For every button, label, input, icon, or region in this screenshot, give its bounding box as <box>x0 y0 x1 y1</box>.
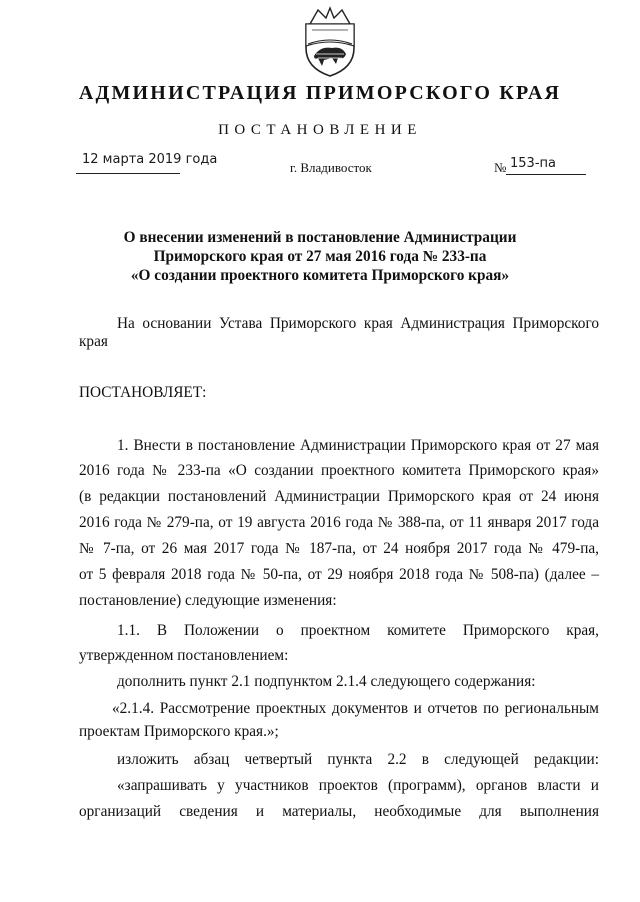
document-city: г. Владивосток <box>290 160 372 175</box>
number-underline <box>506 174 586 175</box>
quote-2-line: «запрашивать у участников проектов (программ), органов власти и <box>117 777 599 794</box>
title-line: Приморского края от 27 мая 2016 года № 233-па <box>153 248 487 265</box>
number-label: № <box>494 160 507 175</box>
preamble-line: На основании Устава Приморского края Администрация Приморского <box>117 315 599 332</box>
coat-of-arms-icon <box>300 6 360 78</box>
item-1-line: 2016 года № 279-па, от 19 августа 2016 года № 388-па, от 11 января 2017 года <box>79 514 599 531</box>
supplement-instruction: дополнить пункт 2.1 подпунктом 2.1.4 следующего содержания: <box>117 673 536 690</box>
item-1-line: постановление) следующие изменения: <box>79 592 337 609</box>
preamble-line: края <box>79 333 108 350</box>
document-date: 12 марта 2019 года <box>82 152 218 167</box>
item-1-line: 2016 года № 233-па «О создании проектного комитета Приморского края» <box>79 462 599 479</box>
organization-name: АДМИНИСТРАЦИЯ ПРИМОРСКОГО КРАЯ <box>78 82 562 104</box>
quote-1-line: проектам Приморского края.»; <box>79 723 279 740</box>
item-1-line: (в редакции постановлений Администрации Приморского края от 24 июня <box>79 488 599 505</box>
item-1-1-line: 1.1. В Положении о проектном комитете Приморского края, <box>117 622 599 639</box>
document-type: ПОСТАНОВЛЕНИЕ <box>218 122 422 138</box>
item-1-line: № 7-па, от 26 мая 2017 года № 187-па, от 24 ноября 2017 года № 479-па, <box>79 540 599 557</box>
quote-2-line: организаций сведения и материалы, необходимые для выполнения <box>79 803 599 820</box>
item-1-1-line: утвержденном постановлением: <box>79 647 289 664</box>
resolves-heading: ПОСТАНОВЛЯЕТ: <box>79 384 207 401</box>
document-title <box>60 228 580 285</box>
title-line: О внесении изменений в постановление Администрации <box>123 229 517 246</box>
item-1-line: 1. Внести в постановление Администрации Приморского края от 27 мая <box>117 437 599 454</box>
document-number: 153-па <box>510 156 556 171</box>
amend-instruction: изложить абзац четвертый пункта 2.2 в следующей редакции: <box>117 751 599 768</box>
date-underline <box>76 173 180 174</box>
title-line: «О создании проектного комитета Приморского края» <box>130 267 510 284</box>
quote-1-line: «2.1.4. Рассмотрение проектных документов и отчетов по региональным <box>112 700 599 717</box>
item-1-line: от 5 февраля 2018 года № 50-па, от 29 ноября 2018 года № 508-па) (далее – <box>79 566 599 583</box>
